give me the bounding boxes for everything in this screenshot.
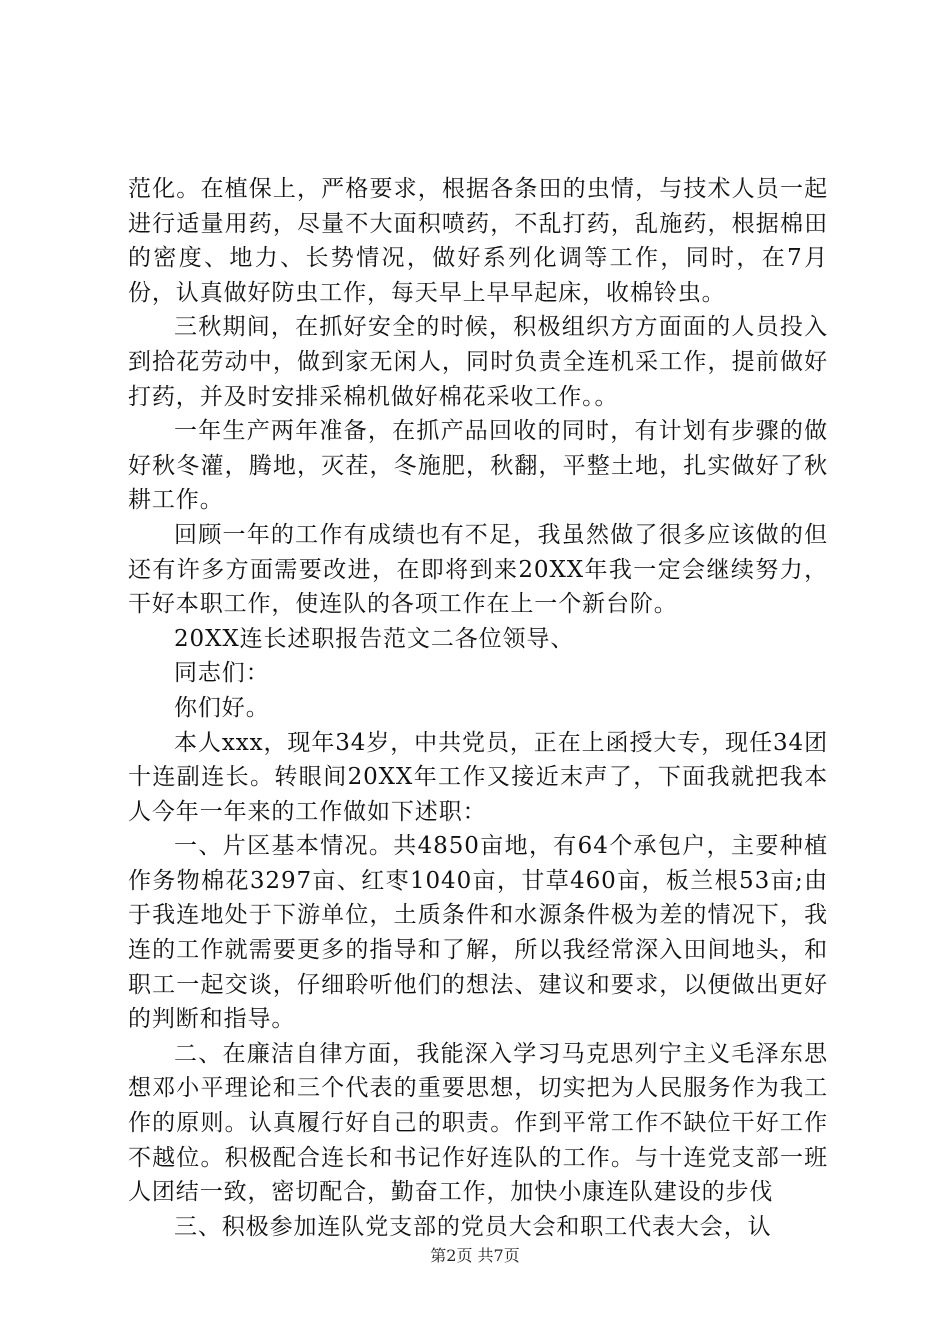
paragraph-3: 一年生产两年准备，在抓产品回收的同时，有计划有步骤的做好秋冬灌，腾地，灭茬，冬施肥，秋翻，平整土地，扎实做好了秋耕工作。 — [128, 418, 828, 514]
paragraph-8: 本人xxx，现年34岁，中共党员，正在上函授大专，现任34团十连副连长。转眼间20XX年工作又接近末声了，下面我就把我本人今年一年来的工作做如下述职： — [128, 729, 828, 825]
paragraph-5-heading: 20XX连长述职报告范文二各位领导、 — [174, 625, 575, 652]
paragraph-11: 三、积极参加连队党支部的党员大会和职工代表大会，认 — [174, 1213, 772, 1240]
document-body — [128, 172, 828, 1244]
paragraph-1: 范化。在植保上，严格要求，根据各条田的虫情，与技术人员一起进行适量用药，尽量不大面积喷药，不乱打药，乱施药，根据棉田的密度、地力、长势情况，做好系列化调等工作，同时，在7月份，认真做好防虫工作，每天早上早早起床，收棉铃虫。 — [128, 176, 828, 306]
paragraph-9: 一、片区基本情况。共4850亩地，有64个承包户，主要种植作务物棉花3297亩、红枣1040亩，甘草460亩，板兰根53亩;由于我连地处于下游单位，土质条件和水源条件极为差的情况下，我连的工作就需要更多的指导和了解，所以我经常深入田间地头，和职工一起交谈，仔细聆听他们的想法、建议和要求，以便做出更好的判断和指导。 — [128, 833, 828, 1033]
paragraph-4: 回顾一年的工作有成绩也有不足，我虽然做了很多应该做的但还有许多方面需要改进，在即将到来20XX年我一定会继续努力，干好本职工作，使连队的各项工作在上一个新台阶。 — [128, 521, 828, 618]
paragraph-10: 二、在廉洁自律方面，我能深入学习马克思列宁主义毛泽东思想邓小平理论和三个代表的重要思想，切实把为人民服务作为我工作的原则。认真履行好自己的职责。作到平常工作不缺位干好工作不越位。积极配合连长和书记作好连队的工作。与十连党支部一班人团结一致，密切配合，勤奋工作，加快小康连队建设的步伐 — [128, 1040, 828, 1206]
paragraph-7-greeting: 你们好。 — [174, 694, 270, 721]
paragraph-2: 三秋期间，在抓好安全的时候，积极组织方方面面的人员投入到拾花劳动中，做到家无闲人，同时负责全连机采工作，提前做好打药，并及时安排采棉机做好棉花采收工作。。 — [128, 314, 828, 410]
page-number-footer: 第2页 共7页 — [430, 1246, 520, 1265]
paragraph-6-salutation: 同志们： — [174, 660, 270, 687]
